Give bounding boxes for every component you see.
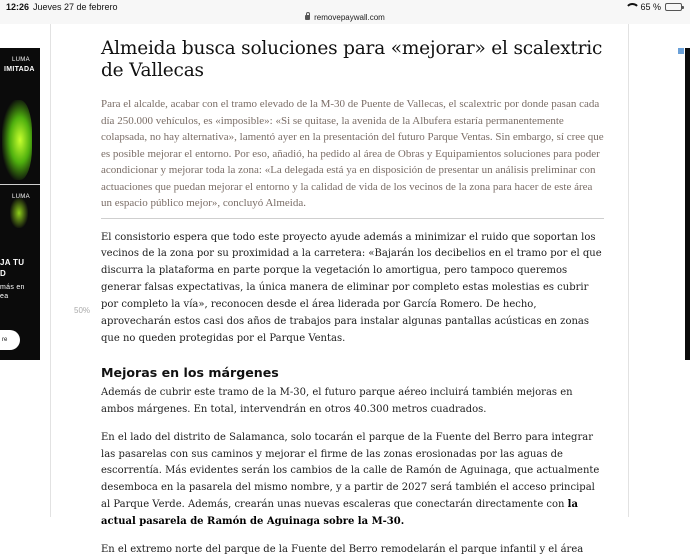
- article-headline: Almeida busca soluciones para «mejorar» el scalextric de Vallecas: [101, 38, 603, 81]
- battery-icon: [665, 3, 682, 11]
- left-advertisement[interactable]: [0, 48, 40, 360]
- status-indicators: [625, 2, 682, 12]
- paragraph-bold-text: la actual pasarela de Ramón de Aguinaga sobre la M-30.: [101, 499, 578, 528]
- ad-cta-button[interactable]: re: [0, 330, 20, 350]
- column-divider-right: [628, 24, 629, 517]
- address-bar[interactable]: [0, 13, 690, 22]
- article: [101, 38, 604, 559]
- ad-product-image-2: [10, 198, 28, 228]
- lead-divider: [101, 218, 604, 219]
- battery-percent: 65 %: [640, 2, 661, 12]
- ad-text: ea: [0, 293, 9, 300]
- ad-text: más en: [0, 284, 25, 291]
- ad-text: LUMA: [12, 194, 30, 200]
- ad-text: IMITADA: [4, 66, 35, 73]
- wifi-icon: [625, 3, 636, 11]
- right-advertisement[interactable]: [685, 48, 690, 360]
- paragraph-text: En el lado del distrito de Salamanca, solo tocarán el parque de la Fuente del Berro para integrar las pasarelas con sus caminos y mejorar el firme de las zonas erosionadas por las aguas de escorrentía. Más evidentes serán los cambios de la calle de Ramón de Aguinaga, que actualmente desemboca en la pasarela del mismo nombre, y a partir de 2027 será también el acceso principal al Parque Verde. Además, crearán unas nuevas escaleras que conectarán directamente con: [101, 431, 600, 511]
- scroll-marker: 50%: [74, 306, 91, 315]
- article-paragraph: El consistorio espera que todo este proyecto ayude además a minimizar el ruido que soportan los vecinos de la zona por su proximidad a la carretera: «Bajarán los decibelios en el tramo por el que discurra la plataforma en parte porque la vegetación lo amortigua, pero tampoco queremos generar falsas expectativas, la única manera de eliminar por completo estas molestias es cubrir por completo la vía», reconocen desde el área liderada por García Romero. De hecho, aprovecharán estos casi dos años de trabajos para instalar algunas pantallas acústicas en zonas que no queden protegidas por el Parque Ventas.: [101, 231, 602, 344]
- article-lead: Para el alcalde, acabar con el tramo elevado de la M-30 de Puente de Vallecas, el scalextric por donde pasan cada día 250.000 vehículos, es «imposible»: «Si se quitase, la avenida de la Albufera estaría permanentemente colapsada, no hay alternativa», lamentó ayer en la presentación del futuro Parque Ventas. Sin embargo, sí cree que es posible mejorar el entorno. Por eso, añadió, ha pedido al área de Obras y Equipamientos soluciones para poder acondicionar y mejorar toda la zona: «La delegada está ya en disposición de presentar un análisis preliminar con actuaciones que puedan mejorar el entorno y la calidad de vida de los vecinos de la zona para hacer de este área un espacio público mejor», concluyó Almeida.: [101, 98, 604, 209]
- ad-choices-icon[interactable]: [678, 48, 684, 54]
- address-url: removepaywall.com: [314, 13, 385, 22]
- article-paragraph: [101, 430, 604, 531]
- column-divider-left: [50, 24, 51, 517]
- ad-text: LUMA: [12, 57, 30, 63]
- article-paragraph: Además de cubrir este tramo de la M-30, el futuro parque aéreo incluirá también mejoras en ambos márgenes. En total, intervendrán en otros 40.300 metros cuadrados.: [101, 386, 573, 415]
- article-subheading: Mejoras en los márgenes: [101, 364, 279, 380]
- lock-icon: [305, 15, 310, 20]
- ad-text: D: [0, 269, 7, 278]
- status-time: 12:26: [6, 2, 30, 12]
- ad-divider: [0, 184, 40, 185]
- status-bar: [0, 0, 690, 24]
- status-date: Jueves 27 de febrero: [33, 2, 118, 12]
- ad-text: JA TU: [0, 258, 25, 267]
- article-paragraph: En el extremo norte del parque de la Fuente del Berro remodelarán el parque infantil y el área: [101, 544, 584, 556]
- ad-product-image: [2, 100, 32, 180]
